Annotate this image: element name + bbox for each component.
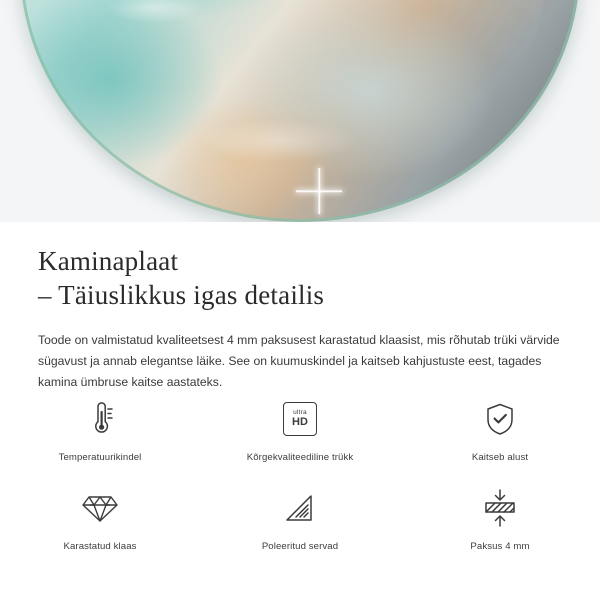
hero-section	[0, 0, 600, 222]
feature-item-print-quality	[200, 396, 400, 463]
feature-label: Karastatud klaas	[63, 541, 137, 552]
polished-edges-icon	[282, 485, 318, 531]
ultra-hd-badge-bottom: HD	[292, 416, 308, 429]
title-line-2: – Täiuslikkus igas detailis	[38, 280, 325, 310]
feature-label: Kaitseb alust	[471, 452, 529, 463]
thickness-icon	[481, 485, 519, 531]
shield-check-icon	[483, 396, 517, 442]
page-title	[0, 222, 600, 312]
feature-item-temperature	[0, 396, 200, 463]
feature-item-tempered-glass	[0, 485, 200, 552]
content-section	[0, 222, 600, 393]
feature-label: Paksus 4 mm	[470, 541, 530, 552]
feature-grid	[0, 396, 600, 552]
title-line-1: Kaminaplaat	[38, 246, 179, 276]
ultra-hd-icon	[283, 396, 317, 442]
feature-item-polished-edges	[200, 485, 400, 552]
feature-label: Temperatuurikindel	[58, 452, 142, 463]
thermometer-icon	[83, 396, 117, 442]
feature-label: Kõrgekvaliteediline trükk	[246, 452, 354, 463]
diamond-icon	[81, 485, 119, 531]
product-description: Toode on valmistatud kvaliteetsest 4 mm paksusest karastatud klaasist, mis rõhutab trüki värvide sügavust ja annab elegantse läike. See on kuumuskindel ja kaitseb kahjustuste eest, tagades kamina ümbruse kaitse aastateks.	[38, 333, 560, 389]
fireplace-plate-image	[20, 0, 580, 222]
ultra-hd-badge-top: ultra	[293, 408, 307, 416]
feature-item-protects-base	[400, 396, 600, 463]
feature-label: Poleeritud servad	[261, 541, 339, 552]
feature-item-thickness	[400, 485, 600, 552]
